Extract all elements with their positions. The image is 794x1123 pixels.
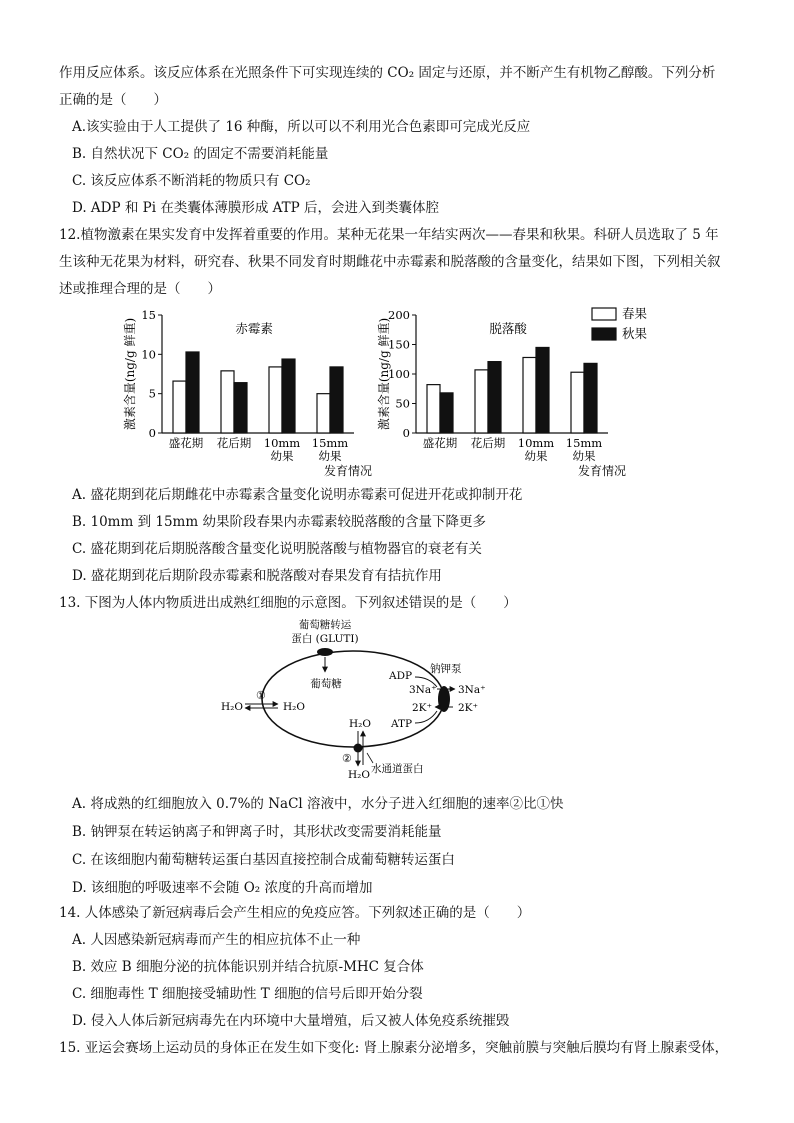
h2o-outside-left: H₂O	[221, 701, 243, 713]
y-tick-label: 0	[148, 426, 156, 440]
q12-option-a: A. 盛花期到花后期雌花中赤霉素含量变化说明赤霉素可促进开花或抑制开花	[72, 487, 523, 503]
y-tick-label: 15	[141, 308, 156, 322]
q12-option-d: D. 盛花期到花后期阶段赤霉素和脱落酸对春果发育有拮抗作用	[72, 568, 442, 584]
h2o-inside-left: H₂O	[283, 701, 305, 713]
q13-stem: 13. 下图为人体内物质进出成熟红细胞的示意图。下列叙述错误的是（ ）	[59, 595, 517, 611]
q11-option-c: C. 该反应体系不断消耗的物质只有 CO₂	[72, 173, 311, 189]
glut-protein	[317, 648, 333, 656]
bar-autumn	[584, 363, 597, 433]
y-tick-label: 200	[388, 308, 410, 322]
x-tick-label: 15mm	[311, 436, 349, 450]
y-tick-label: 150	[388, 337, 410, 352]
chart-title: 赤霉素	[235, 321, 273, 336]
q14-option-a: A. 人因感染新冠病毒而产生的相应抗体不止一种	[72, 932, 361, 948]
legend-autumn-swatch	[592, 328, 616, 340]
y-axis-label: 激素含量(ng/g 鲜重)	[377, 317, 391, 431]
q14-option-c: C. 细胞毒性 T 细胞接受辅助性 T 细胞的信号后即开始分裂	[72, 986, 423, 1002]
sodium-potassium-pump	[438, 686, 450, 712]
cell-membrane	[262, 651, 444, 747]
legend-spring-swatch	[592, 308, 616, 320]
k-outside-label: 2K⁺	[458, 702, 479, 714]
red-blood-cell-diagram	[215, 615, 505, 785]
bar-autumn	[234, 383, 247, 433]
bar-spring	[221, 371, 234, 433]
na-inside-label: 3Na⁺	[409, 684, 437, 696]
bar-autumn	[440, 393, 453, 433]
q11-option-a: A.该实验由于人工提供了 16 种酶，所以可以不利用光合色素即可完成光反应	[72, 119, 531, 135]
chart-legend	[592, 306, 648, 341]
bar-spring	[317, 394, 330, 433]
bar-spring	[475, 370, 488, 433]
adp-label: ADP	[389, 670, 413, 682]
x-tick-label: 幼果	[318, 449, 342, 463]
chart-title: 脱落酸	[489, 321, 527, 336]
q12-stem-line2: 生该种无花果为材料，研究春、秋果不同发育时期雌花中赤霉素和脱落酸的含量变化，结果如下图，下列相关叙	[59, 254, 721, 270]
q11-stem-line2: 正确的是（ ）	[59, 92, 167, 108]
atp-label: ATP	[391, 718, 413, 730]
pump-label: 钠钾泵	[430, 663, 462, 675]
y-tick-label: 50	[395, 396, 410, 411]
q12-option-c: C. 盛花期到花后期脱落酸含量变化说明脱落酸与植物器官的衰老有关	[72, 541, 482, 557]
hormone-bar-charts	[120, 302, 680, 482]
glut-label-line1: 葡萄糖转运	[298, 619, 352, 631]
q11-option-d: D. ADP 和 Pi 在类囊体薄膜形成 ATP 后，会进入到类囊体腔	[72, 200, 440, 216]
na-outside-label: 3Na⁺	[458, 684, 486, 696]
q13-option-b: B. 钠钾泵在转运钠离子和钾离子时，其形状改变需要消耗能量	[72, 824, 442, 840]
bar-spring	[571, 372, 584, 433]
x-tick-label: 盛花期	[422, 436, 458, 450]
x-tick-label: 幼果	[524, 449, 548, 463]
x-tick-label: 幼果	[270, 449, 294, 463]
aquaporin-channel	[354, 744, 363, 753]
x-axis-label: 发育情况	[324, 464, 373, 478]
q14-stem: 14. 人体感染了新冠病毒后会产生相应的免疫应答。下列叙述正确的是（ ）	[59, 905, 531, 921]
aquaporin-label: 水通道蛋白	[371, 763, 424, 775]
bar-spring	[173, 381, 186, 433]
q13-option-c: C. 在该细胞内葡萄糖转运蛋白基因直接控制合成葡萄糖转运蛋白	[72, 852, 455, 868]
h2o-inside-top: H₂O	[349, 718, 371, 730]
bar-autumn	[536, 347, 549, 433]
legend-autumn-label: 秋果	[622, 326, 648, 341]
y-axis-label: 激素含量(ng/g 鲜重)	[123, 317, 137, 431]
x-tick-label: 10mm	[517, 436, 555, 450]
q14-option-b: B. 效应 B 细胞分泌的抗体能识别并结合抗原-MHC 复合体	[72, 959, 424, 975]
y-tick-label: 0	[402, 426, 410, 440]
q13-option-a: A. 将成熟的红细胞放入 0.7%的 NaCl 溶液中，水分子进入红细胞的速率②比①快	[72, 796, 564, 812]
route2-marker: ②	[342, 752, 352, 765]
bar-spring	[523, 357, 536, 433]
q12-stem-line3: 述或推理合理的是（ ）	[59, 281, 221, 297]
bar-spring	[269, 367, 282, 433]
glut-label-line2: 蛋白 (GLUTI)	[291, 633, 359, 645]
bar-autumn	[186, 352, 199, 433]
k-inside-label: 2K⁺	[412, 702, 433, 714]
y-tick-label: 10	[141, 347, 156, 362]
q13-option-d: D. 该细胞的呼吸速率不会随 O₂ 浓度的升高而增加	[72, 880, 373, 896]
x-axis-label: 发育情况	[578, 464, 627, 478]
legend-spring-label: 春果	[622, 306, 648, 321]
x-tick-label: 幼果	[572, 449, 596, 463]
glucose-label: 葡萄糖	[310, 678, 342, 690]
gibberellin-chart	[122, 308, 372, 478]
q11-stem-line1: 作用反应体系。该反应体系在光照条件下可实现连续的 CO₂ 固定与还原，并不断产生有机物乙醇酸。下列分析	[59, 65, 716, 81]
y-tick-label: 5	[148, 386, 156, 401]
h2o-outside-bottom: H₂O	[348, 769, 370, 781]
q14-option-d: D. 侵入人体后新冠病毒先在内环境中大量增殖，后又被人体免疫系统摧毁	[72, 1013, 510, 1029]
y-tick-label: 100	[388, 367, 410, 381]
q11-option-b: B. 自然状况下 CO₂ 的固定不需要消耗能量	[72, 146, 329, 162]
bar-autumn	[488, 362, 501, 433]
bar-autumn	[330, 367, 343, 433]
bar-autumn	[282, 359, 295, 433]
bar-spring	[427, 385, 440, 433]
x-tick-label: 15mm	[565, 436, 603, 450]
x-tick-label: 花后期	[216, 436, 252, 450]
abscisic-acid-chart	[376, 308, 626, 478]
q15-stem: 15. 亚运会赛场上运动员的身体正在发生如下变化: 肾上腺素分泌增多，突触前膜与突触后膜均有肾上腺素受体，	[59, 1040, 729, 1056]
q12-stem-line1: 12.植物激素在果实发育中发挥着重要的作用。某种无花果一年结实两次——春果和秋果。科研人员选取了 5 年	[59, 227, 719, 243]
q12-option-b: B. 10mm 到 15mm 幼果阶段春果内赤霉素较脱落酸的含量下降更多	[72, 514, 486, 530]
x-tick-label: 10mm	[263, 436, 301, 450]
x-tick-label: 盛花期	[168, 436, 204, 450]
x-tick-label: 花后期	[470, 436, 506, 450]
route1-marker: ①	[256, 689, 266, 702]
